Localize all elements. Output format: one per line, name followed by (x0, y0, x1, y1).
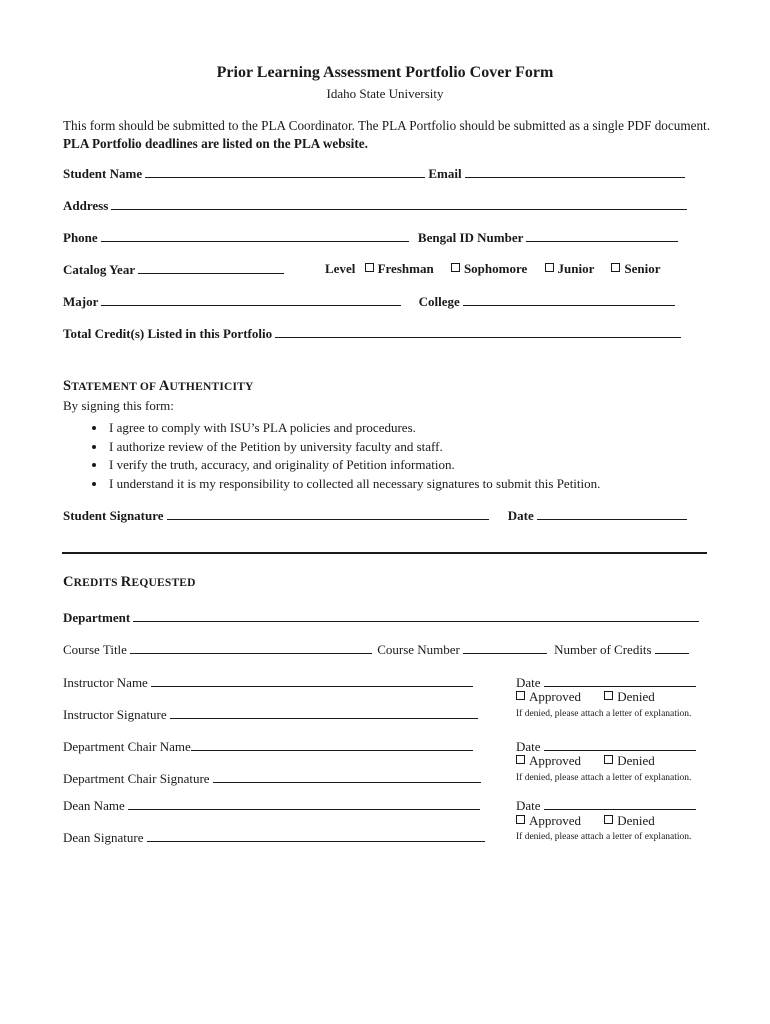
instructor-signature-field[interactable] (170, 706, 478, 719)
chair-name-field[interactable] (191, 738, 473, 751)
instructor-date-label: Date (516, 675, 541, 690)
dean-signature-label: Dean Signature (63, 830, 144, 845)
chair-date-field[interactable] (544, 738, 696, 751)
instructor-denied-option[interactable]: Denied (604, 689, 655, 704)
checkbox-icon (451, 263, 460, 272)
intro-deadline-note: PLA Portfolio deadlines are listed on the PLA website. (63, 136, 368, 151)
address-label: Address (63, 198, 109, 213)
student-name-field[interactable] (145, 165, 425, 178)
dean-name-row (63, 797, 480, 814)
form-title: Prior Learning Assessment Portfolio Cover Form (216, 64, 554, 81)
bengal-id-field[interactable] (526, 229, 678, 242)
catalog-year-row (63, 261, 284, 278)
chair-decision (516, 753, 655, 769)
catalog-year-field[interactable] (138, 261, 284, 274)
bengal-id-label: Bengal ID Number (417, 230, 524, 245)
chair-name-row (63, 738, 473, 755)
checkbox-icon (516, 815, 525, 824)
chair-signature-row (63, 770, 481, 787)
phone-field[interactable] (101, 229, 409, 242)
course-number-label: Course Number (377, 642, 460, 657)
student-name-label: Student Name (63, 166, 143, 181)
dean-signature-field[interactable] (147, 829, 485, 842)
signature-date-field[interactable] (537, 507, 687, 520)
email-label: Email (428, 166, 462, 181)
num-credits-label: Number of Credits (554, 642, 652, 657)
student-name-row (63, 165, 685, 182)
checkbox-icon (516, 755, 525, 764)
level-option-senior[interactable]: Senior (611, 261, 660, 276)
total-credits-row (63, 325, 681, 342)
chair-name-label: Department Chair Name (63, 739, 191, 754)
instructor-name-label: Instructor Name (63, 675, 148, 690)
instructor-denied-note: If denied, please attach a letter of explanation. (516, 709, 692, 719)
level-group (325, 261, 661, 277)
instructor-date-field[interactable] (544, 674, 696, 687)
list-item: • I authorize review of the Petition by university faculty and staff. (107, 438, 600, 457)
major-row (63, 293, 675, 310)
college-field[interactable] (463, 293, 675, 306)
dean-signature-row (63, 829, 485, 846)
course-number-field[interactable] (463, 641, 547, 654)
checkbox-icon (604, 755, 613, 764)
dean-approved-option[interactable]: Approved (516, 813, 581, 828)
level-label: Level (325, 261, 356, 276)
num-credits-field[interactable] (655, 641, 689, 654)
chair-date-label: Date (516, 739, 541, 754)
checkbox-icon (604, 815, 613, 824)
list-item: • I agree to comply with ISU’s PLA policies and procedures. (107, 419, 600, 438)
instructor-decision (516, 689, 655, 705)
course-title-label: Course Title (63, 642, 127, 657)
chair-approved-option[interactable]: Approved (516, 753, 581, 768)
instructor-approved-option[interactable]: Approved (516, 689, 581, 704)
dean-denied-option[interactable]: Denied (604, 813, 655, 828)
instructor-signature-label: Instructor Signature (63, 707, 167, 722)
chair-signature-field[interactable] (213, 770, 481, 783)
department-field[interactable] (133, 609, 699, 622)
level-option-sophomore[interactable]: Sophomore (451, 261, 527, 276)
credits-heading: CREDITS REQUESTED (63, 574, 196, 590)
total-credits-field[interactable] (275, 325, 681, 338)
list-item: • I understand it is my responsibility to collected all necessary signatures to submit this Petition. (107, 475, 600, 494)
student-signature-row (63, 507, 687, 524)
signature-date-label: Date (507, 508, 534, 523)
phone-label: Phone (63, 230, 98, 245)
list-item: • I verify the truth, accuracy, and originality of Petition information. (107, 456, 600, 475)
student-signature-field[interactable] (167, 507, 489, 520)
level-option-junior[interactable]: Junior (545, 261, 595, 276)
chair-signature-label: Department Chair Signature (63, 771, 210, 786)
authenticity-lead: By signing this form: (63, 398, 174, 413)
checkbox-icon (545, 263, 554, 272)
department-row (63, 609, 699, 626)
instructor-signature-row (63, 706, 478, 723)
phone-row (63, 229, 678, 246)
department-label: Department (63, 610, 131, 625)
dean-name-label: Dean Name (63, 798, 125, 813)
dean-date-field[interactable] (544, 797, 696, 810)
checkbox-icon (365, 263, 374, 272)
instructor-name-row (63, 674, 473, 691)
instructor-name-field[interactable] (151, 674, 473, 687)
address-row (63, 197, 687, 214)
course-title-field[interactable] (130, 641, 372, 654)
authenticity-heading: STATEMENT OF AUTHENTICITY (63, 378, 254, 394)
chair-denied-note: If denied, please attach a letter of explanation. (516, 773, 692, 783)
section-divider (62, 552, 707, 554)
course-row (63, 641, 689, 658)
major-field[interactable] (101, 293, 401, 306)
authenticity-list (63, 419, 600, 493)
dean-denied-note: If denied, please attach a letter of explanation. (516, 832, 692, 842)
intro-text: This form should be submitted to the PLA Coordinator. The PLA Portfolio should be submitted as a single PDF document. (63, 118, 711, 133)
catalog-year-label: Catalog Year (63, 262, 136, 277)
dean-date-row (516, 797, 696, 814)
total-credits-label: Total Credit(s) Listed in this Portfolio (63, 326, 273, 341)
major-label: Major (63, 294, 99, 309)
address-field[interactable] (111, 197, 687, 210)
dean-decision (516, 813, 655, 829)
intro-paragraph (63, 117, 713, 153)
checkbox-icon (611, 263, 620, 272)
chair-denied-option[interactable]: Denied (604, 753, 655, 768)
email-field[interactable] (465, 165, 685, 178)
student-signature-label: Student Signature (63, 508, 164, 523)
dean-date-label: Date (516, 798, 541, 813)
level-option-freshman[interactable]: Freshman (365, 261, 434, 276)
dean-name-field[interactable] (128, 797, 480, 810)
college-label: College (418, 294, 460, 309)
checkbox-icon (604, 691, 613, 700)
institution-name: Idaho State University (326, 86, 444, 101)
checkbox-icon (516, 691, 525, 700)
